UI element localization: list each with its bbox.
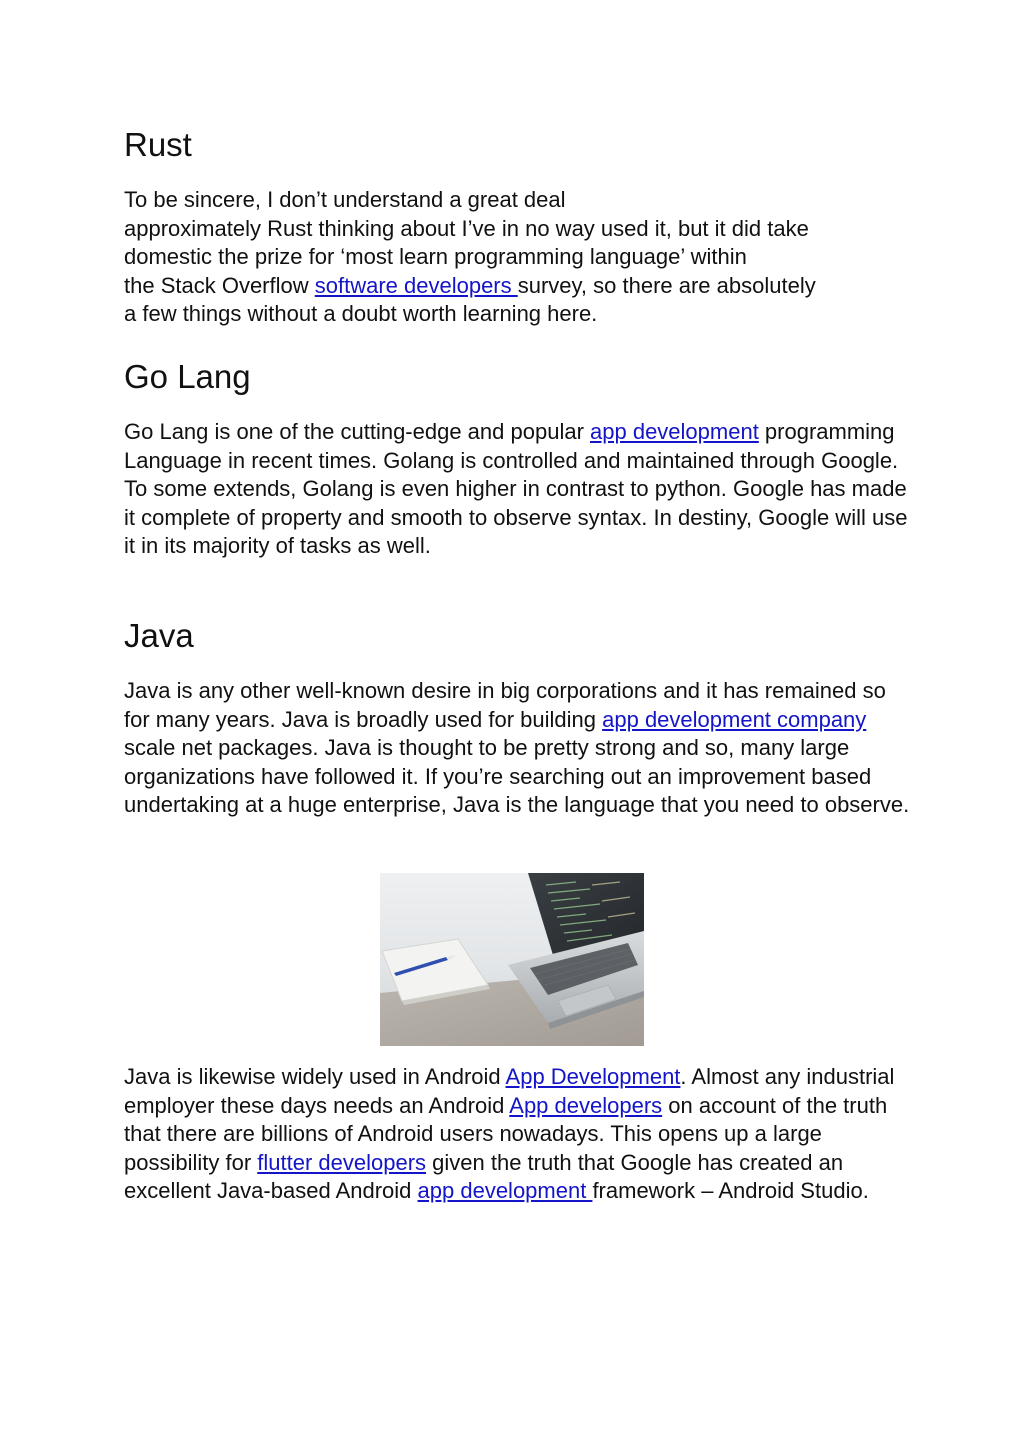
java-text-pre: Java is any other well-known desire in big corporations and it has remained so for many years. Java is broadly used for building [124,678,886,732]
java2-d: given the truth that Google has created an excellent Java-based Android [124,1149,844,1203]
laptop-photo-icon [380,873,644,1046]
java2-e: framework – Android Studio. [592,1178,869,1203]
rust-line-2: approximately Rust thinking about I’ve in no way used it, but it did take [124,215,809,241]
heading-java: Java [124,617,194,654]
rust-line-5: a few things without a doubt worth learning here. [124,301,598,326]
link-app-development[interactable]: app development [590,419,759,444]
link-app-developers[interactable]: App developers [509,1092,663,1118]
java-text-post: scale net packages. Java is thought to be pretty strong and so, many large organizations have followed it. If you’re searching out an improvement based undertaking at a huge enterprise, Java is the language that you need to observe. [124,735,910,817]
rust-line-1: To be sincere, I don’t understand a great deal [124,187,566,212]
heading-rust: Rust [124,126,192,163]
paragraph-go-lang [124,418,914,561]
go-text-post: programming Language in recent times. Golang is controlled and maintained through Google. To some extends, Golang is even higher in contrast to python. Google has made it complete of property and smooth to observe syntax. In destiny, Google will use it in its majority of tasks as well. [124,419,908,558]
rust-line-4-pre: the Stack Overflow [124,272,315,298]
java2-b: . Almost any industrial employer these days needs an Android [124,1064,895,1118]
heading-go-lang: Go Lang [124,358,251,395]
link-app-development-2[interactable]: app development [417,1178,593,1203]
laptop-notebook-photo [380,873,644,1046]
java2-c: on account of the truth that there are billions of Android users nowadays. This opens up a large possibility for [124,1092,888,1175]
go-text-pre: Go Lang is one of the cutting-edge and popular [124,419,591,444]
link-app-development-company[interactable]: app development company [602,706,867,732]
paragraph-java [124,677,914,820]
paragraph-java-android [124,1063,914,1206]
rust-line-3: domestic the prize for ‘most learn programming language’ within [124,244,747,269]
java2-a: Java is likewise widely used in Android [124,1064,506,1089]
link-app-development-cap[interactable]: App Development [505,1064,681,1089]
paragraph-rust [124,186,914,329]
link-software-developers[interactable]: software developers [314,272,518,298]
rust-line-4-post: survey, so there are absolutely [517,272,816,298]
link-flutter-developers[interactable]: flutter developers [257,1149,427,1175]
